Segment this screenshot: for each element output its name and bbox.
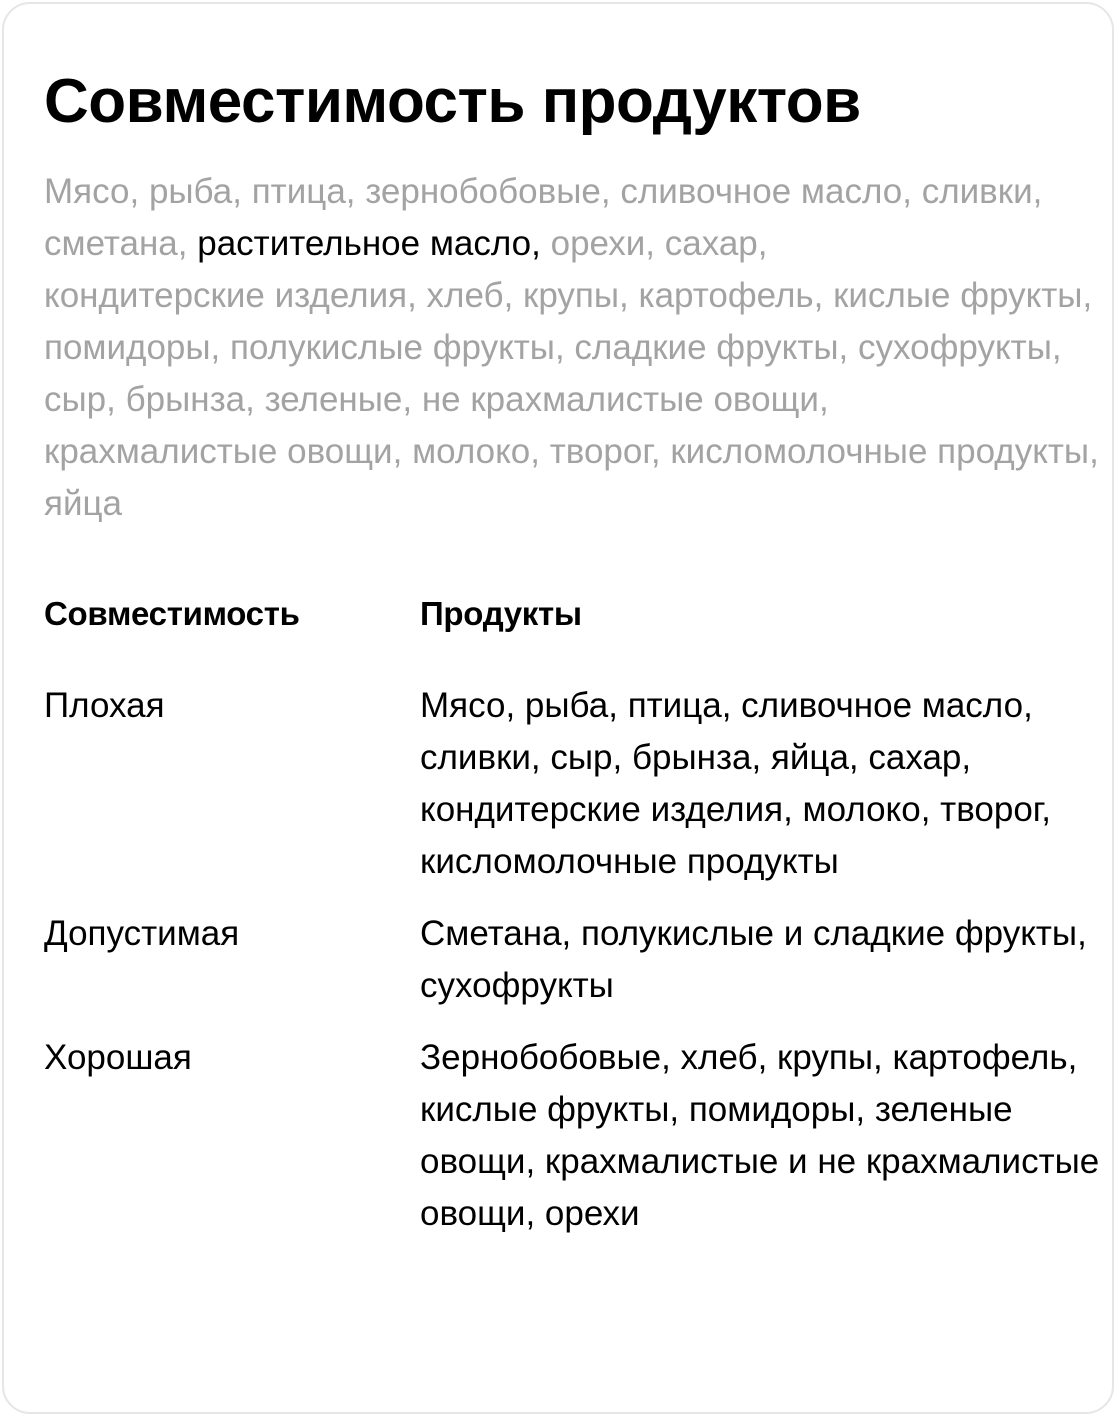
table-row [44,680,1104,888]
filter-item[interactable]: птица, [251,172,356,211]
filter-item[interactable]: крупы, [523,276,629,315]
header-compatibility: Совместимость [44,595,300,632]
filter-item[interactable]: сыр, [44,380,116,419]
filter-item[interactable]: яйца [44,484,123,523]
filter-item[interactable]: не крахмалистые овощи, [421,380,829,419]
compatibility-cell: Хорошая [44,1038,192,1077]
filter-item[interactable]: зеленые, [264,380,413,419]
filter-item[interactable]: хлеб, [426,276,514,315]
compatibility-cell: Плохая [44,686,165,725]
filter-item[interactable]: кондитерские изделия, [44,276,417,315]
filter-item[interactable]: помидоры, [44,328,221,367]
filter-item[interactable]: кисломолочные продукты, [670,432,1099,471]
filter-item[interactable]: зернобобовые, [365,172,611,211]
table-row [44,1032,1104,1240]
filter-item[interactable]: сливки, [921,172,1043,211]
filter-item[interactable]: сладкие фрукты, [574,328,849,367]
filter-item[interactable]: брынза, [125,380,255,419]
filter-item[interactable]: сахар, [664,224,768,263]
filter-item[interactable]: кислые фрукты, [833,276,1093,315]
page-title: Совместимость продуктов [44,67,861,136]
products-cell: Сметана, полукислые и сладкие фрукты, сухофрукты [420,914,1087,1005]
table-header [44,588,1104,644]
filter-item[interactable]: сметана, [44,224,188,263]
compatibility-table [44,588,1104,1260]
product-filter-list [44,166,1104,530]
products-cell: Зернобобовые, хлеб, крупы, картофель, кислые фрукты, помидоры, зеленые овощи, крахмалистые и не крахмалистые овощи, орехи [420,1038,1100,1233]
filter-item[interactable]: орехи, [550,224,656,263]
products-cell: Мясо, рыба, птица, сливочное масло, сливки, сыр, брынза, яйца, сахар, кондитерские изделия, молоко, творог, кисломолочные продукты [420,686,1052,881]
filter-item[interactable]: крахмалистые овощи, [44,432,403,471]
filter-item-selected[interactable]: растительное масло, [197,224,541,263]
filter-item[interactable]: рыба, [148,172,242,211]
filter-item[interactable]: полукислые фрукты, [230,328,565,367]
filter-item[interactable]: молоко, [412,432,540,471]
table-row [44,908,1104,1012]
filter-item[interactable]: картофель, [638,276,824,315]
filter-item[interactable]: Мясо, [44,172,140,211]
compatibility-cell: Допустимая [44,914,240,953]
header-products: Продукты [420,595,582,632]
table-body [44,680,1104,1240]
compatibility-card [2,2,1114,1414]
filter-item[interactable]: сливочное масло, [620,172,912,211]
filter-item[interactable]: творог, [549,432,661,471]
filter-item[interactable]: сухофрукты, [858,328,1062,367]
